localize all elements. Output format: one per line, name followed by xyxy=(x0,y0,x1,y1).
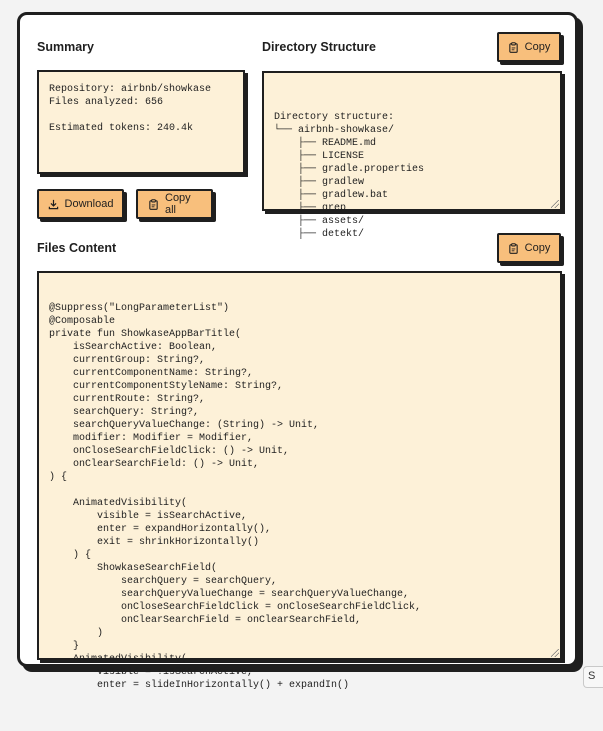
clipboard-icon xyxy=(508,243,519,254)
code-line: currentComponentStyleName: String?, xyxy=(49,381,284,392)
code-line: currentComponentName: String?, xyxy=(49,368,254,379)
code-line xyxy=(49,484,550,497)
directory-line: ├── gradlew.bat xyxy=(274,190,389,201)
code-line: enter = slideInHorizontally() + expandIn() xyxy=(49,680,350,691)
directory-line: ├── detekt/ xyxy=(274,229,365,240)
code-line: AnimatedVisibility( xyxy=(49,654,188,665)
directory-line: ├── LICENSE xyxy=(274,151,365,162)
directory-line: ├── README.md xyxy=(274,138,377,149)
edge-peek-button[interactable]: S xyxy=(583,666,603,688)
code-line: searchQuery = searchQuery, xyxy=(49,576,278,587)
code-line: @Composable xyxy=(49,316,116,327)
results-card xyxy=(17,12,578,691)
code-line: isSearchActive: Boolean, xyxy=(49,342,218,353)
code-line: searchQuery: String?, xyxy=(49,407,200,418)
directory-line: ├── assets/ xyxy=(274,216,365,227)
code-line: visible = isSearchActive, xyxy=(49,511,248,522)
code-line: ) xyxy=(49,628,104,639)
files-copy-button[interactable] xyxy=(497,233,561,263)
code-line: @Suppress("LongParameterList") xyxy=(49,303,230,314)
code-line: private fun ShowkaseAppBarTitle( xyxy=(49,329,242,340)
code-line: onCloseSearchFieldClick: () -> Unit, xyxy=(49,446,290,457)
files-title: Files Content xyxy=(37,241,117,255)
summary-title: Summary xyxy=(37,40,94,54)
summary-textarea[interactable] xyxy=(37,70,245,174)
directory-line: Directory structure: xyxy=(274,112,395,123)
code-line: } xyxy=(49,641,80,652)
files-textarea[interactable] xyxy=(37,271,562,691)
directory-copy-button[interactable] xyxy=(497,32,561,62)
code-line: onClearSearchField = onClearSearchField, xyxy=(49,615,362,626)
directory-line: ├── grep xyxy=(274,203,347,214)
resize-grip-icon[interactable] xyxy=(551,649,559,657)
code-lines xyxy=(49,302,550,692)
code-line: ShowkaseSearchField( xyxy=(49,563,218,574)
code-line: currentGroup: String?, xyxy=(49,355,206,366)
directory-line: └── airbnb-showkase/ xyxy=(274,125,395,136)
directory-title: Directory Structure xyxy=(262,40,376,54)
code-line: ) { xyxy=(49,472,68,483)
directory-lines xyxy=(274,111,550,241)
code-line: enter = expandHorizontally(), xyxy=(49,524,272,535)
summary-line: Repository: airbnb/showkase xyxy=(49,84,212,95)
copy-all-label: Copy all xyxy=(165,192,191,216)
directory-textarea[interactable] xyxy=(262,71,562,240)
download-icon xyxy=(48,199,59,210)
download-button[interactable] xyxy=(37,189,124,219)
download-label: Download xyxy=(64,198,114,210)
files-copy-label: Copy xyxy=(524,242,551,254)
directory-copy-label: Copy xyxy=(524,41,551,53)
resize-grip-icon[interactable] xyxy=(551,200,559,208)
directory-line: ├── gradlew xyxy=(274,177,365,188)
copy-all-button[interactable] xyxy=(136,189,213,219)
code-line: AnimatedVisibility( xyxy=(49,498,188,509)
summary-line: Estimated tokens: 240.4k xyxy=(49,123,194,134)
code-line: visible = !isSearchActive, xyxy=(49,667,254,678)
code-line: searchQueryValueChange: (String) -> Unit, xyxy=(49,420,320,431)
summary-line: Files analyzed: 656 xyxy=(49,97,164,108)
code-line: onCloseSearchFieldClick = onCloseSearchFieldClick, xyxy=(49,602,422,613)
clipboard-icon xyxy=(148,199,159,210)
code-line: currentRoute: String?, xyxy=(49,394,206,405)
code-line: modifier: Modifier = Modifier, xyxy=(49,433,254,444)
directory-line: ├── gradle.properties xyxy=(274,164,425,175)
code-line: ) { xyxy=(49,550,92,561)
clipboard-icon xyxy=(508,42,519,53)
code-line: searchQueryValueChange = searchQueryValueChange, xyxy=(49,589,410,600)
code-line: exit = shrinkHorizontally() xyxy=(49,537,260,548)
summary-line xyxy=(49,109,233,122)
code-line: onClearSearchField: () -> Unit, xyxy=(49,459,260,470)
